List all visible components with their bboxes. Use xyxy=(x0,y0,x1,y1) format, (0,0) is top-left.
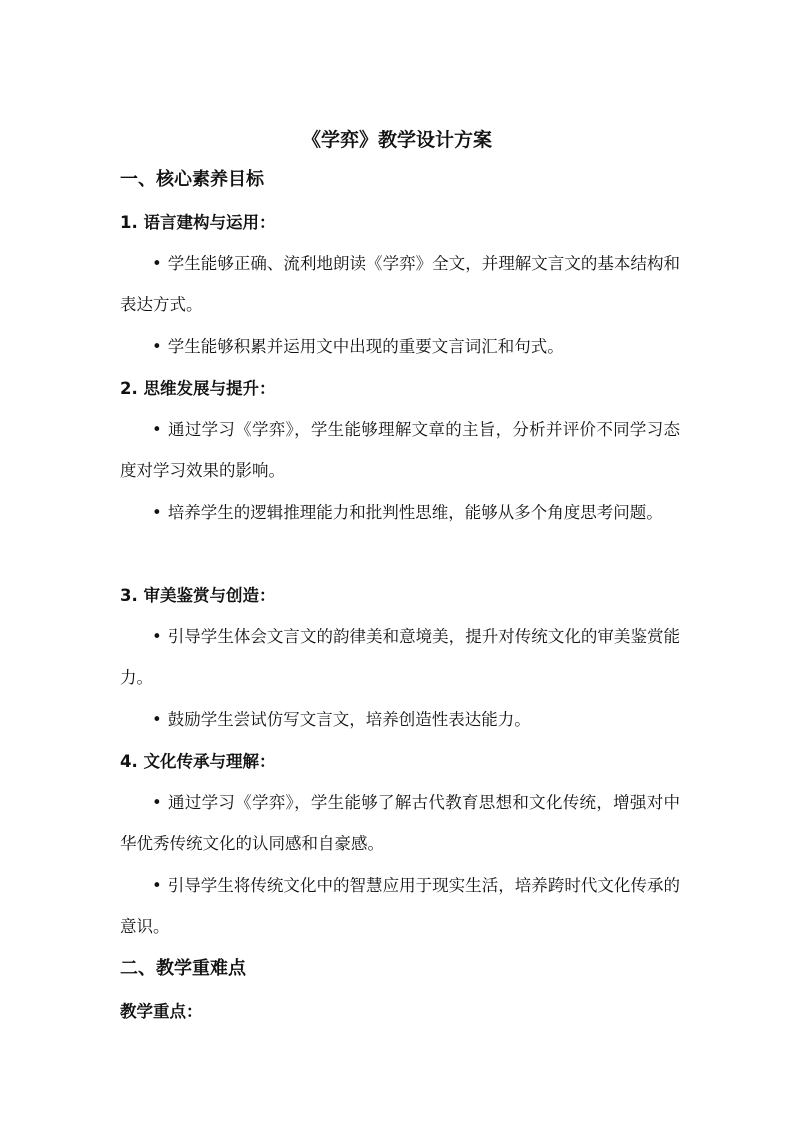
bullet-icon: • xyxy=(152,793,162,812)
goal-thinking-paragraph-2: • 培养学生的逻辑推理能力和批判性思维，能够从多个角度思考问题。 xyxy=(152,503,663,522)
bullet-icon: • xyxy=(152,710,162,729)
bullet-icon: • xyxy=(152,337,162,356)
bullet-icon: • xyxy=(152,876,162,895)
goal-language-paragraph-2: • 学生能够积累并运用文中出现的重要文言词汇和句式。 xyxy=(152,337,564,356)
section-heading-core-goals: 一、核心素养目标 xyxy=(120,169,264,190)
goal-culture-paragraph-1: • 通过学习《学弈》，学生能够了解古代教育思想和文化传统，增强对中华优秀传统文化的认同感和自豪感。 xyxy=(120,793,680,853)
bullet-icon: • xyxy=(152,420,162,439)
goal-aesthetics-paragraph-1: • 引导学生体会文言文的韵律美和意境美，提升对传统文化的审美鉴赏能力。 xyxy=(120,627,680,687)
goal-heading-culture: 4. 文化传承与理解： xyxy=(120,752,276,771)
section-heading-key-difficulties: 二、教学重难点 xyxy=(120,958,246,979)
goal-culture-paragraph-2: • 引导学生将传统文化中的智慧应用于现实生活，培养跨时代文化传承的意识。 xyxy=(120,876,680,936)
bullet-icon: • xyxy=(152,503,162,522)
goal-language-paragraph-1: • 学生能够正确、流利地朗读《学弈》全文，并理解文言文的基本结构和表达方式。 xyxy=(120,254,680,314)
bullet-icon: • xyxy=(152,254,162,273)
document-title: 《学弈》教学设计方案 xyxy=(301,129,492,151)
goal-heading-thinking: 2. 思维发展与提升： xyxy=(120,379,276,398)
goal-heading-language: 1. 语言建构与运用： xyxy=(120,213,276,232)
goal-aesthetics-paragraph-2: • 鼓励学生尝试仿写文言文，培养创造性表达能力。 xyxy=(152,710,531,729)
goal-heading-aesthetics: 3. 审美鉴赏与创造： xyxy=(120,586,276,605)
key-points-heading: 教学重点： xyxy=(120,1002,203,1021)
bullet-icon: • xyxy=(152,627,162,646)
goal-thinking-paragraph-1: • 通过学习《学弈》，学生能够理解文章的主旨，分析并评价不同学习态度对学习效果的影响。 xyxy=(120,420,680,480)
